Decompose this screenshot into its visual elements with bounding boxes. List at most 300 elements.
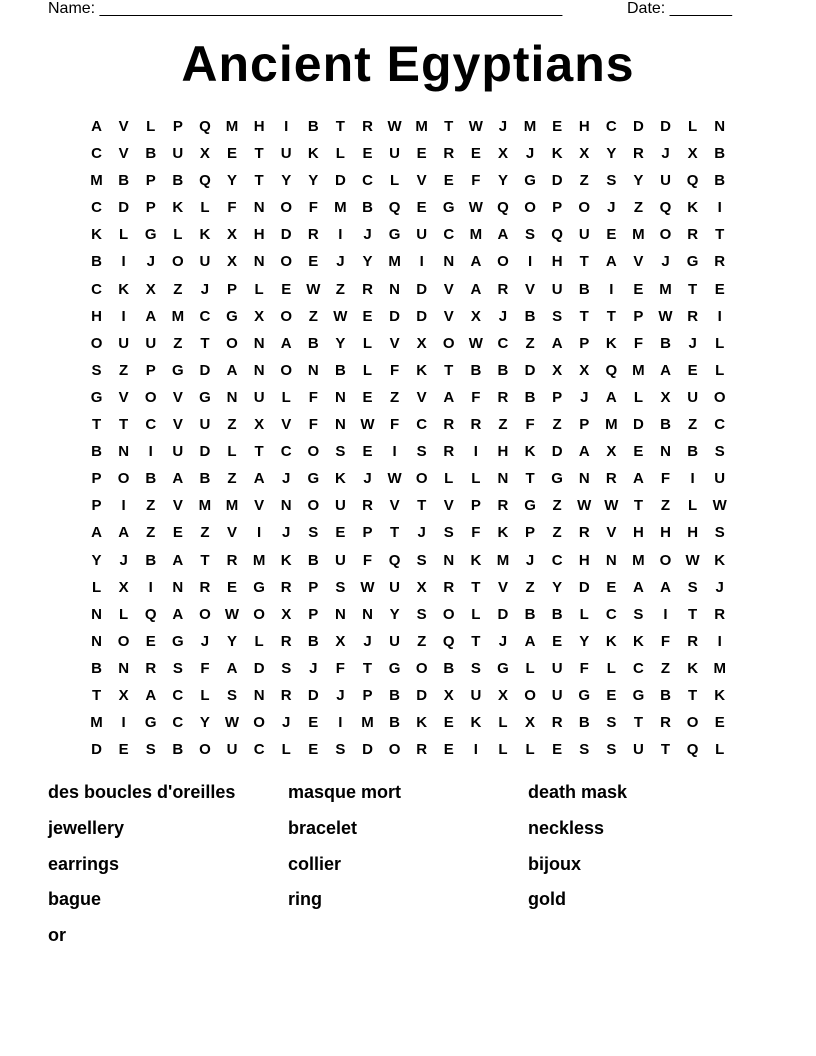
grid-letter[interactable]: J (661, 145, 670, 163)
grid-letter[interactable]: W (387, 470, 402, 488)
grid-letter[interactable]: B (578, 280, 590, 298)
grid-letter[interactable]: S (470, 659, 481, 677)
grid-letter[interactable]: F (308, 199, 318, 217)
grid-letter[interactable]: E (443, 714, 454, 732)
grid-letter[interactable]: N (226, 388, 238, 406)
grid-letter[interactable]: N (172, 578, 184, 596)
grid-letter[interactable]: M (171, 307, 185, 325)
grid-letter[interactable]: K (551, 145, 563, 163)
grid-letter[interactable]: S (308, 524, 319, 542)
grid-letter[interactable]: B (389, 714, 400, 732)
grid-letter[interactable]: B (714, 145, 726, 163)
grid-letter[interactable]: B (660, 686, 671, 704)
grid-letter[interactable]: M (388, 253, 401, 271)
grid-letter[interactable]: U (660, 172, 671, 190)
grid-letter[interactable]: E (606, 686, 617, 704)
grid-letter[interactable]: L (119, 226, 129, 244)
grid-letter[interactable]: V (227, 524, 238, 542)
grid-letter[interactable]: U (172, 145, 184, 163)
grid-letter[interactable]: J (200, 632, 210, 650)
grid-letter[interactable]: G (524, 497, 536, 515)
grid-letter[interactable]: L (525, 741, 535, 759)
grid-letter[interactable]: T (606, 307, 616, 325)
grid-letter[interactable]: M (523, 118, 537, 135)
grid-letter[interactable]: B (91, 443, 102, 461)
grid-letter[interactable]: M (361, 714, 374, 732)
grid-letter[interactable]: E (443, 172, 454, 190)
grid-letter[interactable]: E (145, 632, 156, 650)
grid-letter[interactable]: F (471, 388, 481, 406)
grid-letter[interactable]: C (91, 199, 102, 217)
grid-letter[interactable]: S (525, 226, 536, 244)
grid-letter[interactable]: R (497, 497, 509, 515)
grid-letter[interactable]: B (524, 605, 536, 623)
grid-letter[interactable]: D (497, 605, 509, 623)
grid-letter[interactable]: S (416, 605, 427, 623)
grid-letter[interactable]: R (470, 416, 482, 434)
grid-letter[interactable]: L (173, 226, 183, 244)
grid-letter[interactable]: O (117, 632, 130, 650)
grid-letter[interactable]: I (338, 226, 343, 244)
grid-letter[interactable]: B (714, 172, 726, 190)
grid-letter[interactable]: O (280, 307, 293, 325)
grid-letter[interactable]: E (416, 145, 427, 163)
grid-letter[interactable]: Y (91, 551, 102, 569)
grid-letter[interactable]: N (334, 388, 346, 406)
grid-letter[interactable]: I (392, 443, 397, 461)
grid-letter[interactable]: D (524, 361, 536, 379)
grid-letter[interactable]: V (525, 280, 536, 298)
grid-letter[interactable]: Z (552, 416, 562, 434)
grid-letter[interactable]: X (660, 388, 671, 406)
grid-letter[interactable]: E (633, 280, 644, 298)
grid-letter[interactable]: R (687, 226, 699, 244)
grid-letter[interactable]: N (280, 497, 292, 515)
grid-letter[interactable]: M (198, 497, 212, 515)
grid-letter[interactable]: E (227, 145, 238, 163)
grid-letter[interactable]: A (605, 253, 617, 271)
grid-letter[interactable]: R (443, 578, 455, 596)
grid-letter[interactable]: X (497, 145, 508, 163)
grid-letter[interactable]: F (471, 172, 481, 190)
grid-letter[interactable]: R (145, 659, 157, 677)
grid-letter[interactable]: L (498, 741, 508, 759)
grid-letter[interactable]: J (715, 578, 724, 596)
grid-letter[interactable]: R (280, 686, 292, 704)
grid-letter[interactable]: X (497, 686, 508, 704)
grid-letter[interactable]: U (172, 443, 184, 461)
grid-letter[interactable]: K (416, 714, 428, 732)
grid-letter[interactable]: U (145, 334, 157, 352)
grid-letter[interactable]: E (687, 361, 698, 379)
grid-letter[interactable]: T (579, 253, 589, 271)
grid-letter[interactable]: A (172, 551, 184, 569)
grid-letter[interactable]: Z (417, 632, 427, 650)
grid-letter[interactable]: X (254, 416, 265, 434)
grid-letter[interactable]: O (713, 388, 726, 406)
grid-letter[interactable]: V (172, 497, 183, 515)
grid-letter[interactable]: F (660, 632, 671, 650)
grid-letter[interactable]: B (497, 361, 509, 379)
grid-letter[interactable]: C (605, 118, 617, 135)
grid-letter[interactable]: A (145, 307, 157, 325)
grid-letter[interactable]: L (498, 714, 508, 732)
grid-letter[interactable]: O (659, 226, 672, 244)
grid-letter[interactable]: N (118, 659, 130, 677)
grid-letter[interactable]: B (362, 199, 373, 217)
grid-letter[interactable]: B (551, 605, 563, 623)
grid-letter[interactable]: R (714, 605, 726, 623)
grid-letter[interactable]: F (389, 416, 400, 434)
grid-letter[interactable]: Q (199, 172, 211, 190)
grid-letter[interactable]: L (254, 632, 264, 650)
grid-letter[interactable]: P (172, 118, 183, 135)
grid-letter[interactable]: L (254, 280, 264, 298)
grid-letter[interactable]: N (578, 470, 590, 488)
grid-letter[interactable]: K (334, 470, 346, 488)
grid-letter[interactable]: E (362, 145, 373, 163)
grid-letter[interactable]: E (362, 307, 373, 325)
grid-letter[interactable]: V (172, 416, 183, 434)
grid-letter[interactable]: F (471, 524, 481, 542)
grid-letter[interactable]: X (227, 226, 238, 244)
grid-letter[interactable]: D (199, 443, 211, 461)
grid-letter[interactable]: V (118, 388, 129, 406)
grid-letter[interactable]: R (226, 551, 238, 569)
grid-letter[interactable]: F (362, 551, 373, 569)
grid-letter[interactable]: N (253, 686, 265, 704)
grid-letter[interactable]: V (416, 172, 427, 190)
grid-letter[interactable]: N (605, 551, 617, 569)
grid-letter[interactable]: E (552, 632, 563, 650)
grid-letter[interactable]: M (632, 551, 645, 569)
grid-letter[interactable]: W (360, 416, 375, 434)
grid-letter[interactable]: G (388, 659, 401, 677)
grid-letter[interactable]: Z (227, 470, 237, 488)
grid-letter[interactable]: T (362, 659, 373, 677)
grid-letter[interactable]: A (605, 388, 617, 406)
grid-letter[interactable]: D (307, 686, 319, 704)
grid-letter[interactable]: B (91, 253, 102, 271)
grid-letter[interactable]: B (470, 361, 482, 379)
grid-letter[interactable]: M (90, 172, 103, 190)
grid-letter[interactable]: H (91, 307, 102, 325)
grid-letter[interactable]: K (470, 551, 482, 569)
grid-letter[interactable]: D (280, 226, 292, 244)
grid-letter[interactable]: F (389, 361, 400, 379)
grid-letter[interactable]: W (604, 497, 619, 515)
grid-letter[interactable]: P (633, 307, 644, 325)
grid-letter[interactable]: C (714, 416, 726, 434)
grid-letter[interactable]: Y (227, 632, 238, 650)
grid-letter[interactable]: H (551, 253, 563, 271)
grid-letter[interactable]: Z (525, 334, 535, 352)
grid-letter[interactable]: O (307, 443, 320, 461)
grid-letter[interactable]: G (497, 659, 509, 677)
grid-letter[interactable]: L (715, 361, 725, 379)
grid-letter[interactable]: D (118, 199, 130, 217)
grid-letter[interactable]: V (606, 524, 617, 542)
grid-letter[interactable]: J (336, 253, 345, 271)
grid-letter[interactable]: I (717, 199, 722, 217)
grid-letter[interactable]: X (254, 307, 265, 325)
grid-letter[interactable]: T (444, 118, 454, 135)
grid-letter[interactable]: X (145, 280, 156, 298)
grid-letter[interactable]: V (443, 280, 454, 298)
grid-letter[interactable]: W (333, 307, 348, 325)
grid-letter[interactable]: X (416, 334, 427, 352)
grid-letter[interactable]: E (281, 280, 292, 298)
grid-letter[interactable]: A (578, 443, 590, 461)
grid-letter[interactable]: G (171, 632, 184, 650)
grid-letter[interactable]: J (498, 632, 508, 650)
grid-letter[interactable]: N (443, 551, 455, 569)
grid-letter[interactable]: C (91, 145, 102, 163)
grid-letter[interactable]: S (335, 578, 346, 596)
grid-letter[interactable]: G (144, 226, 157, 244)
grid-letter[interactable]: S (91, 361, 102, 379)
grid-letter[interactable]: O (226, 334, 238, 352)
grid-letter[interactable]: R (280, 632, 292, 650)
grid-letter[interactable]: C (362, 172, 373, 190)
grid-letter[interactable]: B (578, 714, 590, 732)
grid-letter[interactable]: C (172, 686, 184, 704)
grid-letter[interactable]: Z (688, 416, 698, 434)
grid-letter[interactable]: X (335, 632, 346, 650)
grid-letter[interactable]: D (633, 416, 644, 434)
grid-letter[interactable]: E (606, 578, 617, 596)
grid-letter[interactable]: V (389, 497, 400, 515)
grid-letter[interactable]: K (687, 659, 699, 677)
grid-letter[interactable]: Q (497, 199, 509, 217)
grid-letter[interactable]: N (91, 632, 102, 650)
grid-letter[interactable]: A (470, 280, 482, 298)
grid-letter[interactable]: U (334, 551, 346, 569)
grid-letter[interactable]: A (443, 388, 455, 406)
grid-letter[interactable]: D (416, 686, 428, 704)
grid-letter[interactable]: O (388, 741, 401, 759)
grid-letter[interactable]: U (199, 416, 211, 434)
grid-letter[interactable]: S (579, 741, 590, 759)
grid-letter[interactable]: Z (660, 497, 671, 515)
grid-letter[interactable]: H (633, 524, 644, 542)
grid-letter[interactable]: G (171, 361, 184, 379)
grid-letter[interactable]: L (471, 470, 481, 488)
grid-letter[interactable]: O (686, 714, 699, 732)
grid-letter[interactable]: L (444, 470, 454, 488)
grid-letter[interactable]: R (633, 145, 644, 163)
grid-letter[interactable]: M (252, 551, 266, 569)
grid-letter[interactable]: N (497, 470, 509, 488)
grid-letter[interactable]: G (551, 470, 563, 488)
grid-letter[interactable]: X (470, 307, 481, 325)
grid-letter[interactable]: D (253, 659, 265, 677)
grid-letter[interactable]: V (118, 118, 129, 135)
grid-letter[interactable]: F (633, 334, 643, 352)
grid-letter[interactable]: G (144, 714, 157, 732)
grid-letter[interactable]: L (688, 118, 698, 135)
grid-letter[interactable]: W (224, 605, 240, 623)
grid-letter[interactable]: J (146, 253, 155, 271)
grid-letter[interactable]: J (525, 551, 535, 569)
grid-letter[interactable]: K (633, 632, 644, 650)
grid-letter[interactable]: N (253, 253, 265, 271)
grid-letter[interactable]: E (552, 741, 563, 759)
grid-letter[interactable]: G (199, 388, 211, 406)
grid-letter[interactable]: L (715, 741, 725, 759)
grid-letter[interactable]: T (91, 416, 102, 434)
grid-letter[interactable]: P (145, 199, 156, 217)
grid-letter[interactable]: R (714, 253, 726, 271)
grid-letter[interactable]: R (687, 632, 699, 650)
grid-letter[interactable]: N (660, 443, 671, 461)
grid-letter[interactable]: C (605, 605, 617, 623)
grid-letter[interactable]: X (525, 714, 536, 732)
grid-letter[interactable]: B (91, 659, 102, 677)
grid-letter[interactable]: P (552, 388, 563, 406)
grid-letter[interactable]: X (579, 361, 590, 379)
grid-letter[interactable]: V (443, 497, 454, 515)
grid-letter[interactable]: I (148, 578, 153, 596)
grid-letter[interactable]: O (497, 253, 509, 271)
grid-letter[interactable]: Q (442, 632, 455, 650)
grid-letter[interactable]: A (91, 524, 102, 542)
grid-letter[interactable]: S (714, 443, 725, 461)
grid-letter[interactable]: K (714, 686, 726, 704)
grid-letter[interactable]: U (280, 145, 292, 163)
grid-letter[interactable]: M (496, 551, 510, 569)
grid-letter[interactable]: P (308, 578, 319, 596)
grid-letter[interactable]: D (91, 741, 102, 759)
grid-letter[interactable]: U (226, 741, 238, 759)
grid-letter[interactable]: O (199, 605, 211, 623)
grid-letter[interactable]: L (606, 659, 616, 677)
grid-letter[interactable]: V (172, 388, 183, 406)
grid-letter[interactable]: J (525, 145, 535, 163)
grid-letter[interactable]: O (280, 253, 293, 271)
grid-letter[interactable]: R (551, 714, 563, 732)
grid-letter[interactable]: X (118, 578, 129, 596)
grid-letter[interactable]: M (225, 118, 239, 135)
grid-letter[interactable]: L (471, 605, 481, 623)
grid-letter[interactable]: Y (227, 172, 238, 190)
grid-letter[interactable]: K (199, 226, 211, 244)
grid-letter[interactable]: O (253, 605, 265, 623)
grid-letter[interactable]: S (714, 524, 725, 542)
grid-letter[interactable]: I (121, 253, 126, 271)
grid-letter[interactable]: E (362, 388, 373, 406)
grid-letter[interactable]: J (282, 524, 291, 542)
grid-letter[interactable]: C (443, 226, 455, 244)
grid-letter[interactable]: O (280, 199, 293, 217)
grid-letter[interactable]: N (253, 334, 265, 352)
grid-letter[interactable]: L (715, 334, 725, 352)
grid-letter[interactable]: X (606, 443, 617, 461)
grid-letter[interactable]: B (307, 632, 319, 650)
grid-letter[interactable]: A (633, 578, 644, 596)
grid-letter[interactable]: T (119, 416, 129, 434)
grid-letter[interactable]: K (307, 145, 319, 163)
grid-letter[interactable]: Z (552, 497, 562, 515)
grid-letter[interactable]: T (389, 524, 400, 542)
grid-letter[interactable]: S (335, 443, 346, 461)
grid-letter[interactable]: T (633, 497, 643, 515)
grid-letter[interactable]: T (444, 361, 454, 379)
grid-letter[interactable]: I (473, 443, 478, 461)
grid-letter[interactable]: Z (146, 524, 156, 542)
grid-letter[interactable]: Y (633, 172, 644, 190)
grid-letter[interactable]: G (686, 253, 699, 271)
grid-letter[interactable]: W (685, 551, 700, 569)
grid-letter[interactable]: W (360, 578, 375, 596)
grid-letter[interactable]: M (605, 416, 618, 434)
grid-letter[interactable]: K (172, 199, 184, 217)
grid-letter[interactable]: J (580, 388, 589, 406)
grid-letter[interactable]: T (579, 307, 589, 325)
grid-letter[interactable]: O (524, 686, 536, 704)
grid-letter[interactable]: B (687, 443, 699, 461)
grid-letter[interactable]: H (253, 226, 265, 244)
grid-letter[interactable]: Y (579, 632, 590, 650)
grid-letter[interactable]: S (281, 659, 292, 677)
grid-letter[interactable]: J (363, 632, 372, 650)
grid-letter[interactable]: S (416, 443, 427, 461)
grid-letter[interactable]: L (362, 334, 373, 352)
grid-letter[interactable]: A (470, 253, 482, 271)
grid-letter[interactable]: Z (389, 388, 400, 406)
grid-letter[interactable]: T (715, 226, 725, 244)
grid-letter[interactable]: Q (199, 118, 211, 135)
grid-letter[interactable]: M (632, 361, 645, 379)
grid-letter[interactable]: N (253, 199, 265, 217)
grid-letter[interactable]: V (633, 253, 644, 271)
grid-letter[interactable]: E (308, 714, 319, 732)
grid-letter[interactable]: O (90, 334, 103, 352)
grid-letter[interactable]: O (280, 361, 293, 379)
grid-letter[interactable]: X (579, 145, 590, 163)
grid-letter[interactable]: R (605, 470, 617, 488)
grid-letter[interactable]: D (334, 172, 346, 190)
grid-letter[interactable]: P (91, 470, 102, 488)
grid-letter[interactable]: Q (605, 361, 618, 379)
grid-letter[interactable]: C (551, 551, 563, 569)
grid-letter[interactable]: R (497, 388, 509, 406)
grid-letter[interactable]: J (282, 714, 291, 732)
grid-letter[interactable]: W (577, 497, 592, 515)
grid-letter[interactable]: J (417, 524, 426, 542)
grid-letter[interactable]: E (227, 578, 238, 596)
grid-letter[interactable]: S (606, 714, 617, 732)
grid-letter[interactable]: J (661, 253, 670, 271)
grid-letter[interactable]: N (389, 280, 400, 298)
grid-letter[interactable]: B (389, 686, 400, 704)
grid-letter[interactable]: B (524, 388, 536, 406)
grid-letter[interactable]: D (633, 118, 644, 135)
grid-letter[interactable]: W (306, 280, 321, 298)
grid-letter[interactable]: O (659, 551, 672, 569)
grid-letter[interactable]: W (468, 334, 483, 352)
grid-letter[interactable]: U (118, 334, 130, 352)
grid-letter[interactable]: E (633, 443, 644, 461)
name-field[interactable]: Name: ____________________________________________________ (48, 0, 563, 17)
grid-letter[interactable]: K (714, 551, 726, 569)
grid-letter[interactable]: O (442, 334, 455, 352)
grid-letter[interactable]: I (609, 280, 614, 298)
grid-letter[interactable]: J (688, 334, 697, 352)
grid-letter[interactable]: U (633, 741, 644, 759)
grid-letter[interactable]: L (362, 361, 373, 379)
grid-letter[interactable]: I (148, 443, 153, 461)
